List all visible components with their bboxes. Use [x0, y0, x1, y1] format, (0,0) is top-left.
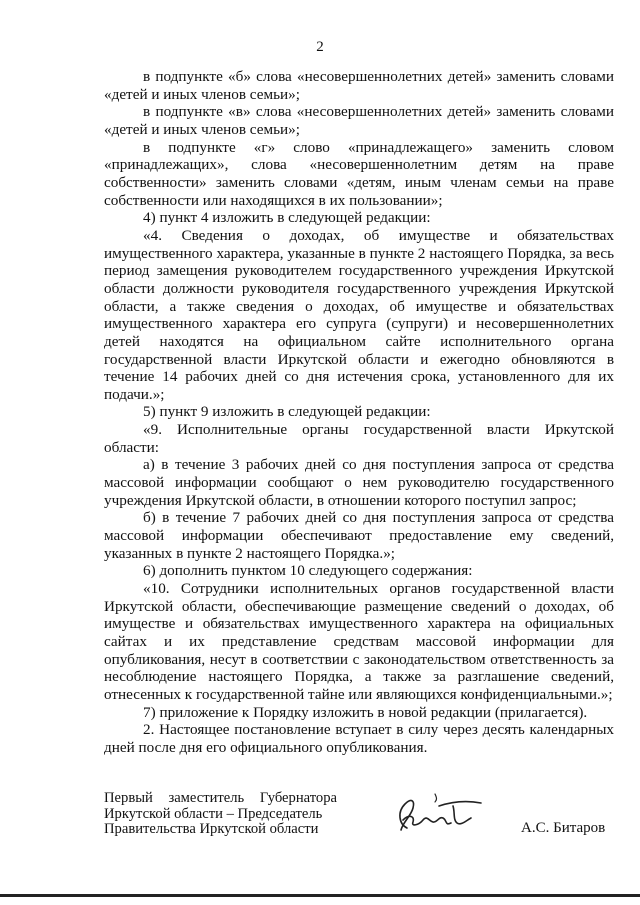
paragraph-item-4-intro: 4) пункт 4 изложить в следующей редакции:	[143, 209, 431, 227]
signatory-title-line-2: Иркутской области – Председатель	[104, 805, 323, 822]
page-number: 2	[316, 39, 324, 55]
paragraph-subitem-v: в подпункте «в» слова «несовершеннолетних детей» заменить словами «детей и иных членов семьи»;	[104, 103, 614, 138]
paragraph-effective-date: 2. Настоящее постановление вступает в силу через десять календарных дней после дня его официального опубликования.	[104, 721, 614, 756]
page-bottom-edge	[0, 894, 640, 897]
handwritten-signature	[393, 790, 488, 836]
signer-name: А.С. Битаров	[521, 820, 606, 836]
paragraph-item-9-a: а) в течение 3 рабочих дней со дня поступления запроса от средства массовой информации сообщают о нем руководителю государственного учреждения Иркутской области, в отношении которого поступил запрос;	[104, 456, 614, 509]
signatory-title	[104, 791, 364, 838]
document-body	[104, 68, 614, 757]
paragraph-item-10-text: «10. Сотрудники исполнительных органов государственной власти Иркутской области, обеспечивающие размещение сведений о доходах, об имуществе и обязательствах имущественного характера на официальных сайтах и их представление средствам массовой информации для опубликования, несут в соответствии с законодательством ответственность за несоблюдение настоящего Порядка, а также за разглашение сведений, отнесенных к государственной тайне или являющихся конфиденциальными.»;	[104, 580, 614, 703]
paragraph-subitem-g: в подпункте «г» слово «принадлежащего» заменить словом «принадлежащих», слова «несовершеннолетним детям на праве собственности» заменить словами «детям, иным членам семьи на праве собственности или находящихся в их пользовании»;	[104, 138, 614, 209]
paragraph-item-6-intro: 6) дополнить пунктом 10 следующего содержания:	[143, 562, 473, 580]
paragraph-subitem-b: в подпункте «б» слова «несовершеннолетних детей» заменить словами «детей и иных членов семьи»;	[104, 68, 614, 103]
paragraph-item-7: 7) приложение к Порядку изложить в новой редакции (прилагается).	[143, 703, 588, 721]
paragraph-item-9-text: «9. Исполнительные органы государственной власти Иркутской области:	[104, 421, 614, 456]
signatory-title-line-3: Правительства Иркутской области	[104, 821, 319, 838]
signatory-title-line-1: Первый заместитель Губернатора	[104, 790, 337, 806]
paragraph-item-9-b: б) в течение 7 рабочих дней со дня поступления запроса от средства массовой информации обеспечивают предоставление ему сведений, указанных в пункте 2 настоящего Порядка.»;	[104, 509, 614, 562]
paragraph-item-4-text: «4. Сведения о доходах, об имуществе и обязательствах имущественного характера, указанные в пункте 2 настоящего Порядка, за весь период замещения руководителем государственного учреждения Иркутской области должности руководителя государственного учреждения Иркутской области, а также сведения о доходах, об имуществе и обязательствах имущественного характера его супруга (супруги) и несовершеннолетних детей находятся на официальном сайте исполнительного органа государственной власти Иркутской области и ежегодно обновляются в течение 14 рабочих дней со дня истечения срока, установленного для их подачи.»;	[104, 226, 614, 403]
paragraph-item-5-intro: 5) пункт 9 изложить в следующей редакции:	[143, 403, 431, 421]
